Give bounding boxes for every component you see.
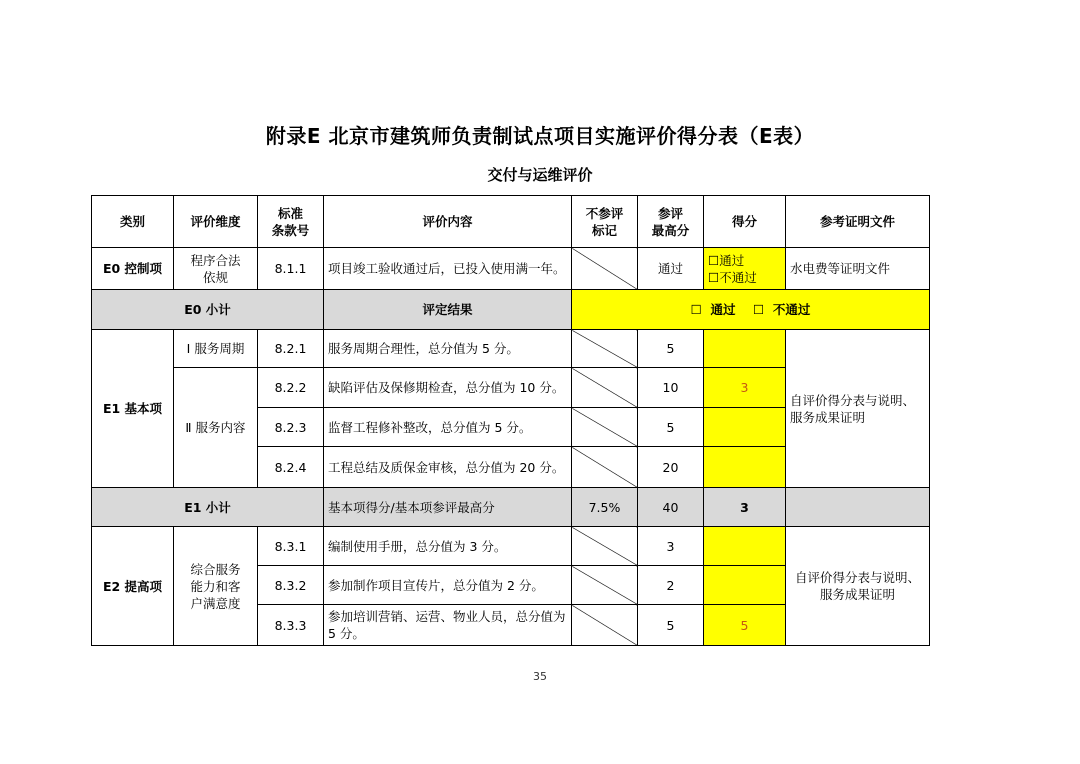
e0-content: 项目竣工验收通过后，已投入使用满一年。 xyxy=(324,248,572,290)
header-dimension: 评价维度 xyxy=(174,196,258,248)
e2-score-2[interactable] xyxy=(704,566,786,605)
e2-content-3: 参加培训营销、运营、物业人员，总分值为 5 分。 xyxy=(324,605,572,646)
e1-not-participate-1 xyxy=(572,330,638,368)
e1-not-participate-2 xyxy=(572,368,638,408)
e1-row-1 xyxy=(92,330,930,368)
e0-dimension: 程序合法 依规 xyxy=(174,248,258,290)
e0-max: 通过 xyxy=(638,248,704,290)
e1-content-3: 监督工程修补整改，总分值为 5 分。 xyxy=(324,408,572,447)
e0-result-label: 评定结果 xyxy=(324,290,572,330)
e0-fail-checkbox[interactable]: ☐不通过 xyxy=(708,269,757,285)
e1-content-4: 工程总结及质保金审核，总分值为 20 分。 xyxy=(324,447,572,488)
e2-max-3: 5 xyxy=(638,605,704,646)
e2-category: E2 提高项 xyxy=(92,527,174,646)
e1-clause-1: 8.2.1 xyxy=(258,330,324,368)
header-evidence: 参考证明文件 xyxy=(786,196,930,248)
header-category: 类别 xyxy=(92,196,174,248)
e1-clause-2: 8.2.2 xyxy=(258,368,324,408)
header-content: 评价内容 xyxy=(324,196,572,248)
e1-dimension-2: Ⅱ 服务内容 xyxy=(174,368,258,488)
e1-subtotal-max: 40 xyxy=(638,488,704,527)
e1-score-4[interactable] xyxy=(704,447,786,488)
e1-max-3: 5 xyxy=(638,408,704,447)
e1-score-3[interactable] xyxy=(704,408,786,447)
e2-not-participate-1 xyxy=(572,527,638,566)
e1-content-2: 缺陷评估及保修期检查，总分值为 10 分。 xyxy=(324,368,572,408)
page-number: 35 xyxy=(533,670,547,683)
e1-category: E1 基本项 xyxy=(92,330,174,488)
e0-subtotal-label: E0 小计 xyxy=(92,290,324,330)
e0-result-options[interactable]: ☐ 通过 ☐ 不通过 xyxy=(572,290,930,330)
e1-subtotal-label: E1 小计 xyxy=(92,488,324,527)
header-row xyxy=(92,196,930,248)
e2-dimension: 综合服务 能力和客 户满意度 xyxy=(174,527,258,646)
e2-score-3[interactable]: 5 xyxy=(704,605,786,646)
e1-score-2[interactable]: 3 xyxy=(704,368,786,408)
e1-not-participate-3 xyxy=(572,408,638,447)
e0-pass-checkbox[interactable]: ☐通过 xyxy=(708,252,745,268)
header-score: 得分 xyxy=(704,196,786,248)
e0-evidence: 水电费等证明文件 xyxy=(786,248,930,290)
e0-row xyxy=(92,248,930,290)
page-title: 附录E 北京市建筑师负责制试点项目实施评价得分表（E表） xyxy=(265,124,815,148)
table-subtitle: 交付与运维评价 xyxy=(487,166,593,184)
e1-evidence: 自评价得分表与说明、服务成果证明 xyxy=(786,330,930,488)
e1-subtotal-row xyxy=(92,488,930,527)
e1-not-participate-4 xyxy=(572,447,638,488)
e2-evidence: 自评价得分表与说明、服务成果证明 xyxy=(786,527,930,646)
e0-category: E0 控制项 xyxy=(92,248,174,290)
e2-not-participate-2 xyxy=(572,566,638,605)
e1-clause-4: 8.2.4 xyxy=(258,447,324,488)
e0-clause: 8.1.1 xyxy=(258,248,324,290)
e2-clause-2: 8.3.2 xyxy=(258,566,324,605)
e1-subtotal-evidence xyxy=(786,488,930,527)
evaluation-score-table xyxy=(91,195,930,646)
header-not-participate: 不参评 标记 xyxy=(572,196,638,248)
e1-max-4: 20 xyxy=(638,447,704,488)
e1-subtotal-score: 3 xyxy=(704,488,786,527)
e2-clause-1: 8.3.1 xyxy=(258,527,324,566)
header-clause-no: 标准 条款号 xyxy=(258,196,324,248)
e2-score-1[interactable] xyxy=(704,527,786,566)
e1-max-1: 5 xyxy=(638,330,704,368)
e2-not-participate-3 xyxy=(572,605,638,646)
e2-clause-3: 8.3.3 xyxy=(258,605,324,646)
e1-score-1[interactable] xyxy=(704,330,786,368)
e2-content-1: 编制使用手册，总分值为 3 分。 xyxy=(324,527,572,566)
e1-content-1: 服务周期合理性，总分值为 5 分。 xyxy=(324,330,572,368)
e1-dimension-1: Ⅰ 服务周期 xyxy=(174,330,258,368)
e1-subtotal-formula: 基本项得分/基本项参评最高分 xyxy=(324,488,572,527)
e0-not-participate-cell xyxy=(572,248,638,290)
e2-max-1: 3 xyxy=(638,527,704,566)
e2-row-1 xyxy=(92,527,930,566)
e0-score-cell xyxy=(704,248,786,290)
header-max-score: 参评 最高分 xyxy=(638,196,704,248)
e0-subtotal-row xyxy=(92,290,930,330)
e1-max-2: 10 xyxy=(638,368,704,408)
e1-subtotal-ratio: 7.5% xyxy=(572,488,638,527)
e2-content-2: 参加制作项目宣传片，总分值为 2 分。 xyxy=(324,566,572,605)
e2-max-2: 2 xyxy=(638,566,704,605)
e1-clause-3: 8.2.3 xyxy=(258,408,324,447)
